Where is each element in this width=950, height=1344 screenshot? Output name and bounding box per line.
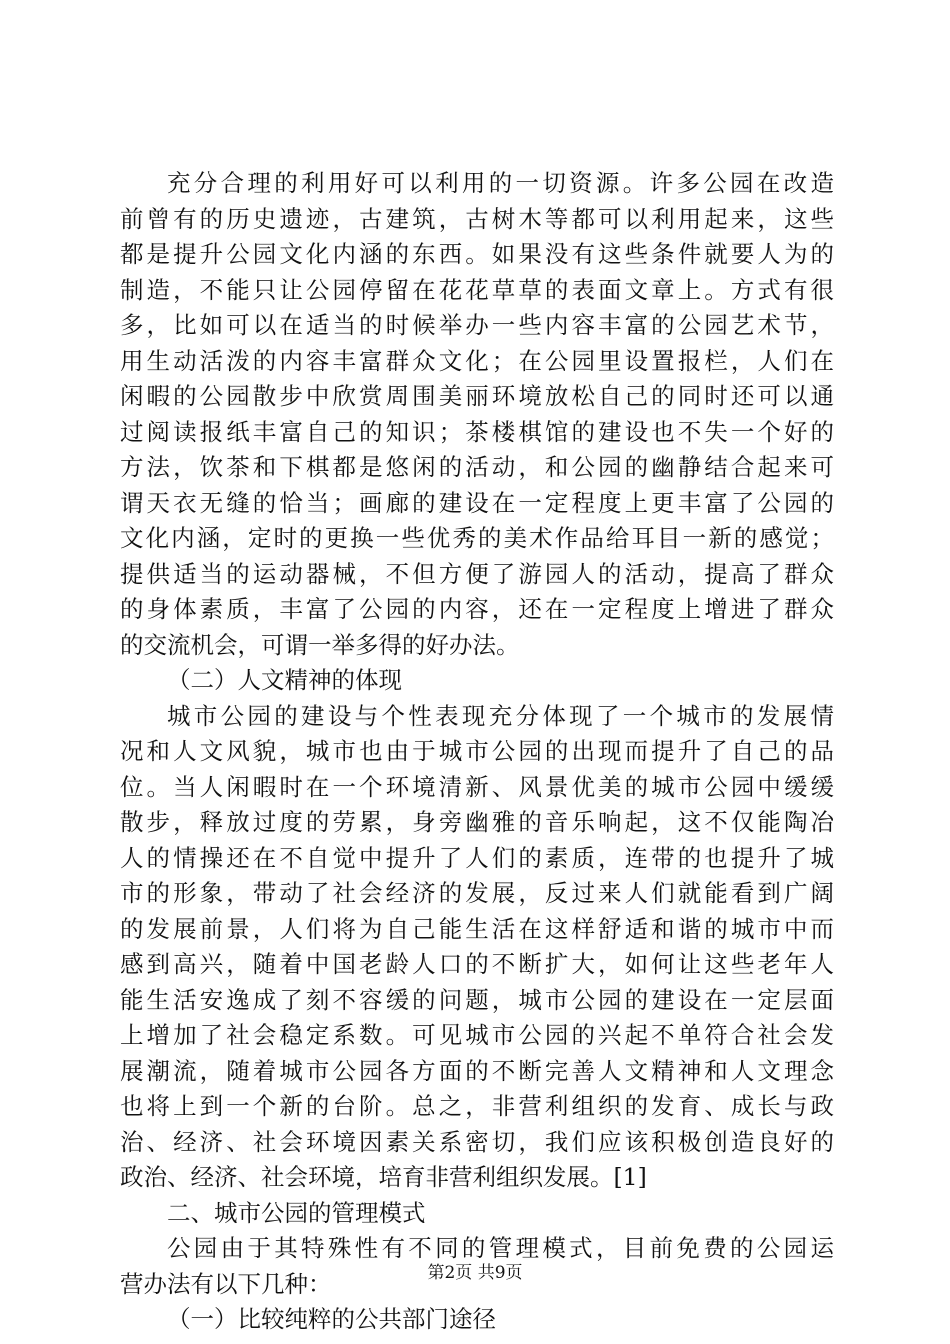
text-line: 的交流机会，可谓一举多得的好办法。 xyxy=(120,630,520,659)
text-line: 感到高兴，随着中国老龄人口的不断扩大，如何让这些老年人 xyxy=(120,950,834,978)
text-line: 制造，不能只让公园停留在花花草草的表面文章上。方式有很 xyxy=(120,275,834,304)
text-line: 谓天衣无缝的恰当；画廊的建设在一定程度上更丰富了公园的 xyxy=(120,488,834,517)
text-line: 前曾有的历史遗迹，古建筑，古树木等都可以利用起来，这些 xyxy=(120,204,834,233)
text-line: 位。当人闲暇时在一个环境清新、风景优美的城市公园中缓缓 xyxy=(120,772,834,801)
text-line: 公园由于其特殊性有不同的管理模式，目前免费的公园运 xyxy=(167,1234,834,1262)
text-line: 城市公园的建设与个性表现充分体现了一个城市的发展情 xyxy=(167,701,834,730)
text-line: 上增加了社会稳定系数。可见城市公园的兴起不单符合社会发 xyxy=(120,1021,834,1049)
text-line: 都是提升公园文化内涵的东西。如果没有这些条件就要人为的 xyxy=(120,240,834,268)
text-line: 多，比如可以在适当的时候举办一些内容丰富的公园艺术节， xyxy=(120,311,834,339)
text-line: 二、城市公园的管理模式 xyxy=(167,1198,426,1227)
text-line: 人的情操还在不自觉中提升了人们的素质，连带的也提升了城 xyxy=(120,843,834,872)
text-line: 方法，饮茶和下棋都是悠闲的活动，和公园的幽静结合起来可 xyxy=(120,453,834,481)
text-line: 闲暇的公园散步中欣赏周围美丽环境放松自己的同时还可以通 xyxy=(120,382,834,410)
text-line: 况和人文风貌，城市也由于城市公园的出现而提升了自己的品 xyxy=(120,737,834,765)
text-line: 的发展前景，人们将为自己能生活在这样舒适和谐的城市中而 xyxy=(120,914,834,943)
text-line: （二）人文精神的体现 xyxy=(167,666,402,694)
text-line: 文化内涵，定时的更换一些优秀的美术作品给耳目一新的感觉； xyxy=(120,524,834,552)
page-footer: 第2页 共9页 xyxy=(427,1263,523,1283)
text-line: 能生活安逸成了刻不容缓的问题，城市公园的建设在一定层面 xyxy=(120,985,834,1014)
text-line: 过阅读报纸丰富自己的知识；茶楼棋馆的建设也不失一个好的 xyxy=(120,417,834,446)
text-line: 治、经济、社会环境因素关系密切，我们应该积极创造良好的 xyxy=(120,1127,834,1156)
text-line: 展潮流，随着城市公园各方面的不断完善人文精神和人文理念 xyxy=(120,1056,834,1085)
text-line: 的身体素质，丰富了公园的内容，还在一定程度上增进了群众 xyxy=(120,595,834,623)
text-line: 提供适当的运动器械，不但方便了游园人的活动，提高了群众 xyxy=(120,559,834,588)
text-line: 市的形象，带动了社会经济的发展，反过来人们就能看到广阔 xyxy=(120,879,834,907)
body-text xyxy=(120,166,834,1338)
text-line: 也将上到一个新的台阶。总之，非营利组织的发育、成长与政 xyxy=(120,1092,834,1120)
text-line: 政治、经济、社会环境，培育非营利组织发展。[1] xyxy=(120,1163,647,1191)
text-line: （一）比较纯粹的公共部门途径 xyxy=(167,1305,496,1333)
text-line: 营办法有以下几种： xyxy=(120,1269,332,1298)
text-line: 充分合理的利用好可以利用的一切资源。许多公园在改造 xyxy=(167,169,834,197)
text-line: 散步，释放过度的劳累，身旁幽雅的音乐响起，这不仅能陶冶 xyxy=(120,808,834,836)
text-line: 用生动活泼的内容丰富群众文化；在公园里设置报栏，人们在 xyxy=(120,346,834,375)
